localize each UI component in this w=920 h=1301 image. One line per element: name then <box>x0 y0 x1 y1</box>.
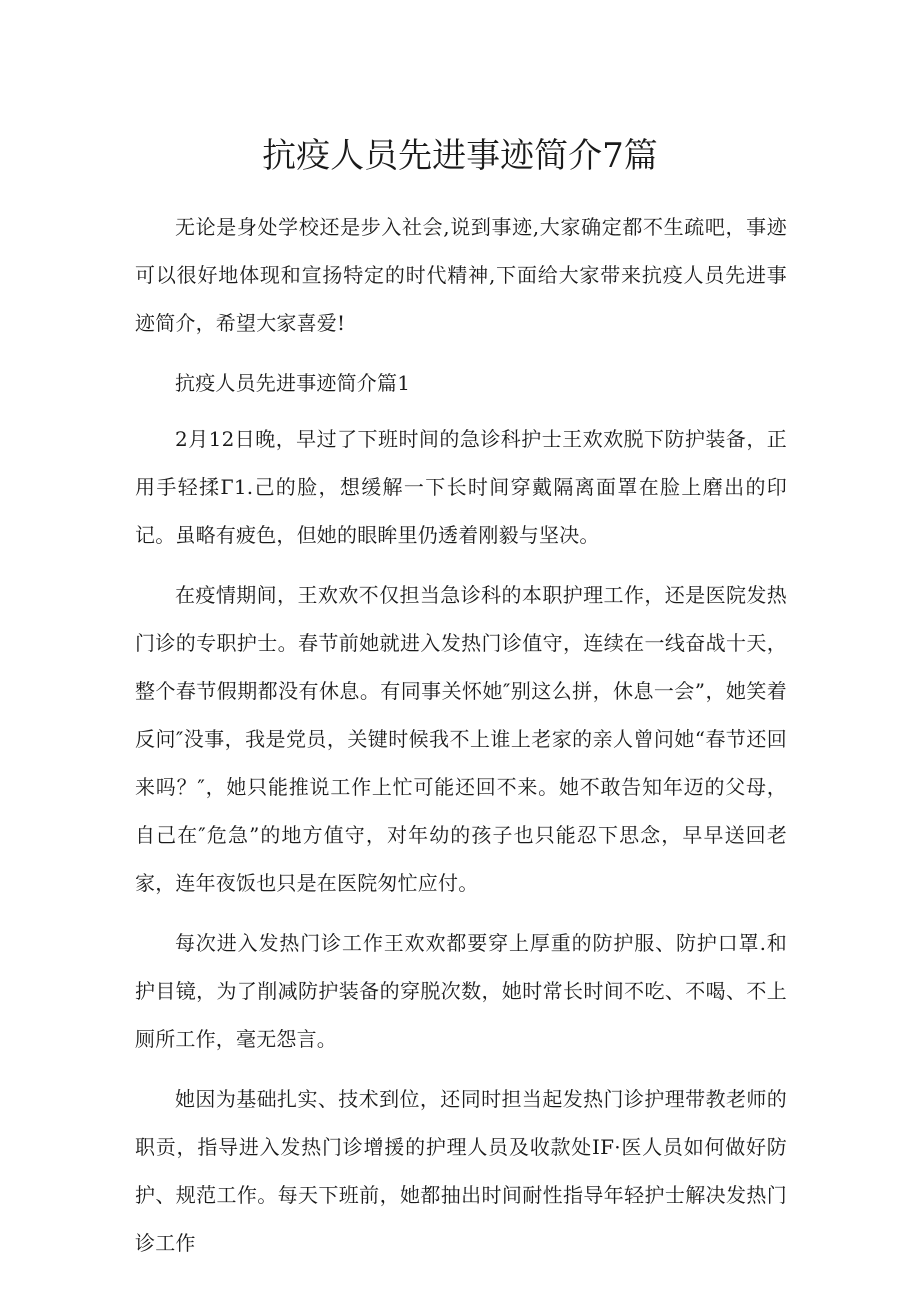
paragraph: 每次进入发热门诊工作王欢欢都要穿上厚重的防护服、防护口罩.和护目镜，为了削减防护装备的穿脱次数，她时常长时间不吃、不喝、不上厕所工作，毫无怨言。 <box>135 931 787 1051</box>
paragraph: 她因为基础扎实、技术到位，还同时担当起发热门诊护理带教老师的职贡，指导进入发热门诊增援的护理人员及收款处IF·医人员如何做好防护、规范工作。每天下班前，她都抽出时间耐性指导年轻护士解决发热门诊工作 <box>135 1087 787 1255</box>
paragraph: 2月12日晚，早过了下班时间的急诊科护士王欢欢脱下防护装备，正用手轻揉Г1.己的脸，想缓解一下长时间穿戴隔离面罩在脸上磨出的印记。虽略有疲色，但她的眼眸里仍透着刚毅与坚决。 <box>135 427 787 547</box>
paragraph-intro: 无论是身处学校还是步入社会,说到事迹,大家确定都不生疏吧，事迹可以很好地体现和宣扬特定的时代精神,下面给大家带来抗疫人员先进事迹简介，希望大家喜爱! <box>135 215 787 335</box>
document-body <box>135 203 787 1279</box>
paragraph: 在疫情期间，王欢欢不仅担当急诊科的本职护理工作，还是医院发热门诊的专职护士。春节前她就进入发热门诊值守，连续在一线奋战十天，整个春节假期都没有休息。有同事关怀她″别这么拼，休息一会”，她笑着反问″没事，我是党员，关键时候我不上谁上老家的亲人曾问她“春节还回来吗？″，她只能推说工作上忙可能还回不来。她不敢告知年迈的父母，自己在″危急”的地方值守，对年幼的孩子也只能忍下思念，早早送回老家，连年夜饭也只是在医院匆忙应付。 <box>135 583 787 895</box>
document-title: 抗疫人员先进事迹简介7篇 <box>262 136 658 176</box>
section-heading: 抗疫人员先进事迹简介篇1 <box>175 371 411 395</box>
